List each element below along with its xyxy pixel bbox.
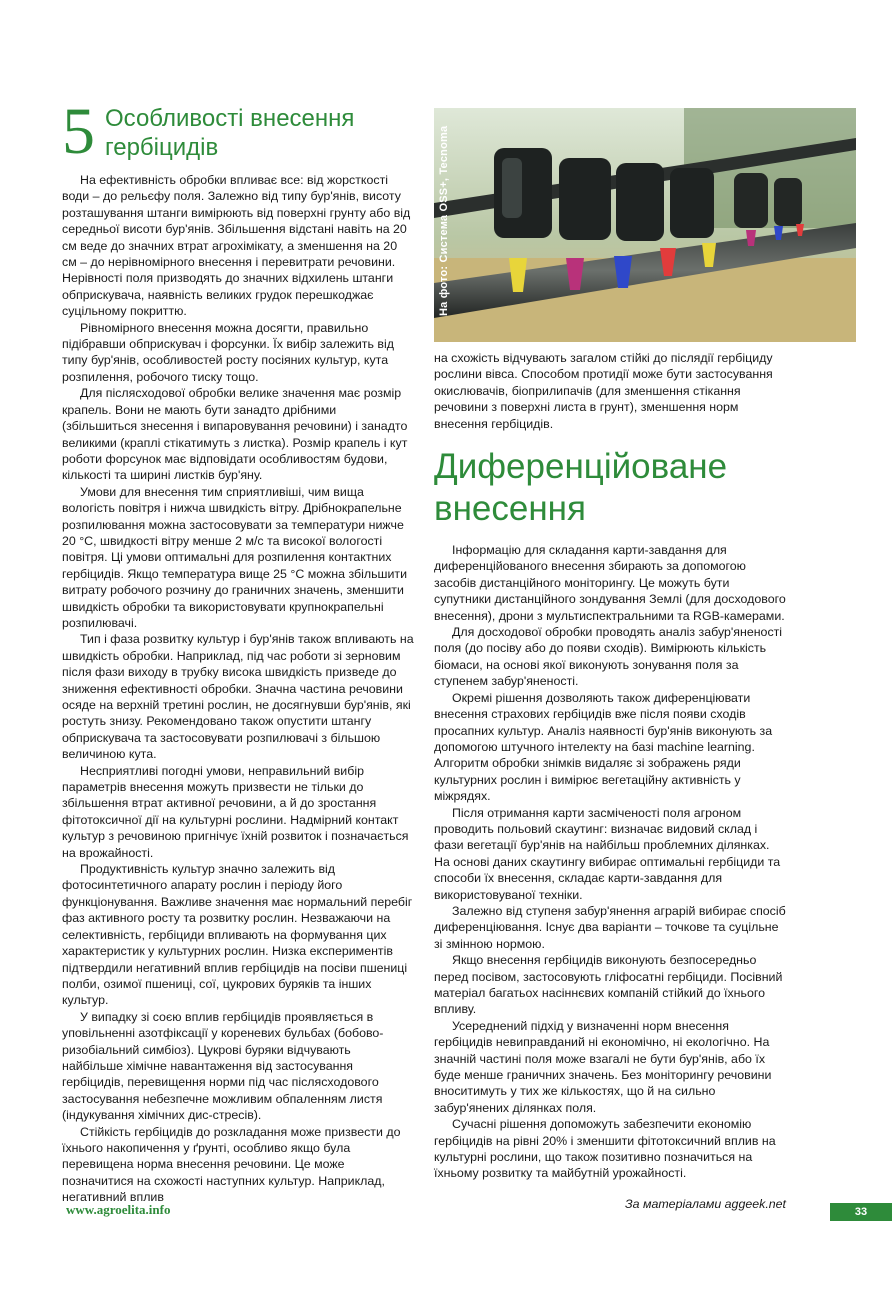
paragraph: Якщо внесення гербіцидів виконують безпосередньо перед посівом, застосовують гліфосатні гербіциди. Посівний матеріал багатьох насіннєвих компаній стійкий до їхнього впливу. — [434, 953, 783, 1017]
sprayer-nozzles-photo — [434, 108, 856, 342]
paragraph: Продуктивність культур значно залежить від фотосинтетичного апарату рослин і періоду його функціонування. Важливе значення має нормальний перебіг фаз активного росту та розвитку рослин. Незважаючи на селективність, гербіциди впливають на формування цих характеристик у культурних рослин. Низка експериментів підтвердили негативний вплив гербіцидів на посіви пшениці полби, озимої пшениці, сої, цукрових буряків та інших культур. — [62, 862, 413, 1008]
source-credit: За матеріалами aggeek.net — [625, 1196, 786, 1211]
paragraph: Несприятливі погодні умови, неправильний вибір параметрів внесення можуть призвести не тільки до збільшення втрат активної речовини, а й до зростання фітотоксичної дії на культурні рослини. Надмірний контакт культур з речовиною пригнічує їхній розвиток і позначається на врожайності. — [62, 763, 409, 860]
paragraph: Інформацію для складання карти-завдання для диференційованого внесення збирають за допомогою засобів дистанційного моніторингу. Це можуть бути супутники дистанційного зондування Землі (для досходового внесення), дрони з мультиспектральними та RGB-камерами. — [434, 543, 786, 623]
page-number: 33 — [830, 1203, 892, 1221]
paragraph: У випадку зі соєю вплив гербіцидів проявляється в уповільненні азотфіксації у кореневих бульбах (бобово-ризобіальний симбіоз). Цукрові буряки відчувають найбільше хімічне навантаження від застосування гербіцидів, перевищення норми під час післясходового застосування небезпечне можливим обпаленням листя (індукування хімічних дис-стресів). — [62, 1009, 384, 1123]
paragraph: Для досходової обробки проводять аналіз забур'яненості поля (до посіву або до появи сходів). Вимірюють кількість біомаси, на основі якої виконують зонування поля за ступенем забур'яненості. — [434, 625, 783, 689]
paragraph: Окремі рішення дозволяють також диференціювати внесення страхових гербіцидів вже після появи сходів просапних культур. Аналіз наявності бур'янів виконують за допомогою штучного інтелекту на базі machine learning. Алгоритм обробки знімків видаляє зі зображень ряди культурних рослин і вимірює вегетаційну активність у міжрядях. — [434, 690, 773, 804]
footer-website-link[interactable]: www.agroelita.info — [66, 1202, 171, 1217]
paragraph: Сучасні рішення допоможуть забезпечити економію гербіцидів на рівні 20% і зменшити фітотоксичний вплив на культурні рослини, що також позитивно позначиться на їхньому розвитку та майбутній урожайності. — [434, 1117, 776, 1181]
paragraph: На ефективність обробки впливає все: від жорсткості води – до рельєфу поля. Залежно від типу бур'янів, висоту розташування штанги вимірюють від поверхні грунту або від середньої висоти бур'янів. Збільшення відстані навіть на 20 см веде до значних втрат агрохімікату, а зменшення на 20 см – до нерівномірного внесення і перевитрати речовини. Нерівності поля призводять до значних відхилень штанги обприскувача, наявність великих грудок перешкоджає суцільному покриттю. — [62, 173, 411, 319]
paragraph: Усереднений підхід у визначенні норм внесення гербіцидів невиправданий ні економічно, ні екологічно. На значній частині поля може взагалі не бути бур'янів, або їх буде менше граничних значень. Без моніторингу речовини вноситимуть у тих же кількостях, що й на сильно забур'янених ділянках поля. — [434, 1018, 772, 1115]
paragraph: Тип і фаза розвитку культур і бур'янів також впливають на швидкість обробки. Наприклад, під час роботи зі зерновим після фази виходу в трубку висока швидкість призведе до зниження ефективності обробки. Значна частина речовини осяде на верхній третині рослин, не досягнувши бур'янів, які ростуть знизу. Рекомендовано також опустити штангу обприскувача та застосовувати розпилювачі з більшою величиною кута. — [62, 632, 414, 762]
paragraph: Залежно від ступеня забур'янення аграрій вибирає спосіб диференціювання. Існує два варіанти – точкове та суцільне зі змінною нормою. — [434, 903, 786, 951]
paragraph: на схожість відчувають загалом стійкі до післядії гербіциду рослини вівса. Способом протидії може бути застосування окислювачів, біоприлипачів (для зменшення стікання речовини з поверхні листа в грунт), зменшення норм внесення гербіцидів. — [434, 351, 773, 431]
paragraph: Умови для внесення тим сприятливіші, чим вища вологість повітря і нижча швидкість вітру. Дрібнокрапельне розпилювання можна застосовувати за температури нижче 20 °С, швидкості вітру менше 2 м/с та високої вологості повітря. Ці умови оптимальні для розпилення контактних гербіцидів. Якщо температура вище 25 °С можна збільшити витрату робочого розчину до граничних значень, зменшити швидкість обробки та використовувати крупнокрапельні розпилювачі. — [62, 484, 407, 630]
photo-caption: На фото: Система OSS+, Teсnoma — [438, 125, 450, 316]
subsection-title: Диференційоване внесення — [434, 447, 728, 529]
paragraph: Рівномірного внесення можна досягти, правильно підібравши обприскувач і форсунки. Їх вибір залежить від типу бур'янів, особливостей росту посіяних культур, кута розпилення, робочого тиску тощо. — [62, 320, 394, 384]
left-column — [62, 95, 414, 1206]
paragraph: Для післясходової обробки велике значення має розмір крапель. Вони не мають бути занадто дрібними (збільшиться знесення і випаровування речовини) і занадто великими (краплі стікатимуть з листка). Розмір крапель і кут роботи форсунок має відповідати особливостям будови, кількості та ширині листків бур'яну. — [62, 386, 408, 483]
section-title: Особливості внесення гербіцидів — [105, 105, 355, 161]
section-number: 5 — [62, 95, 95, 168]
right-column — [434, 350, 786, 1212]
paragraph: Після отримання карти засміченості поля агроном проводить польовий скаутинг: визначає видовий склад і фази вегетації бур'янів на найбільш проблемних ділянках. На основі даних скаутингу вибирає оптимальні гербіциди та способи їх внесення, складає карти-завдання для використовуваної техніки. — [434, 805, 781, 902]
paragraph: Стійкість гербіцидів до розкладання може призвести до їхнього накопичення у ґрунті, особливо якщо була перевищена норма внесення речовини. Це може позначитися на схожості наступних культур. Наприклад, негативний вплив — [62, 1124, 401, 1205]
section-heading — [62, 95, 414, 168]
